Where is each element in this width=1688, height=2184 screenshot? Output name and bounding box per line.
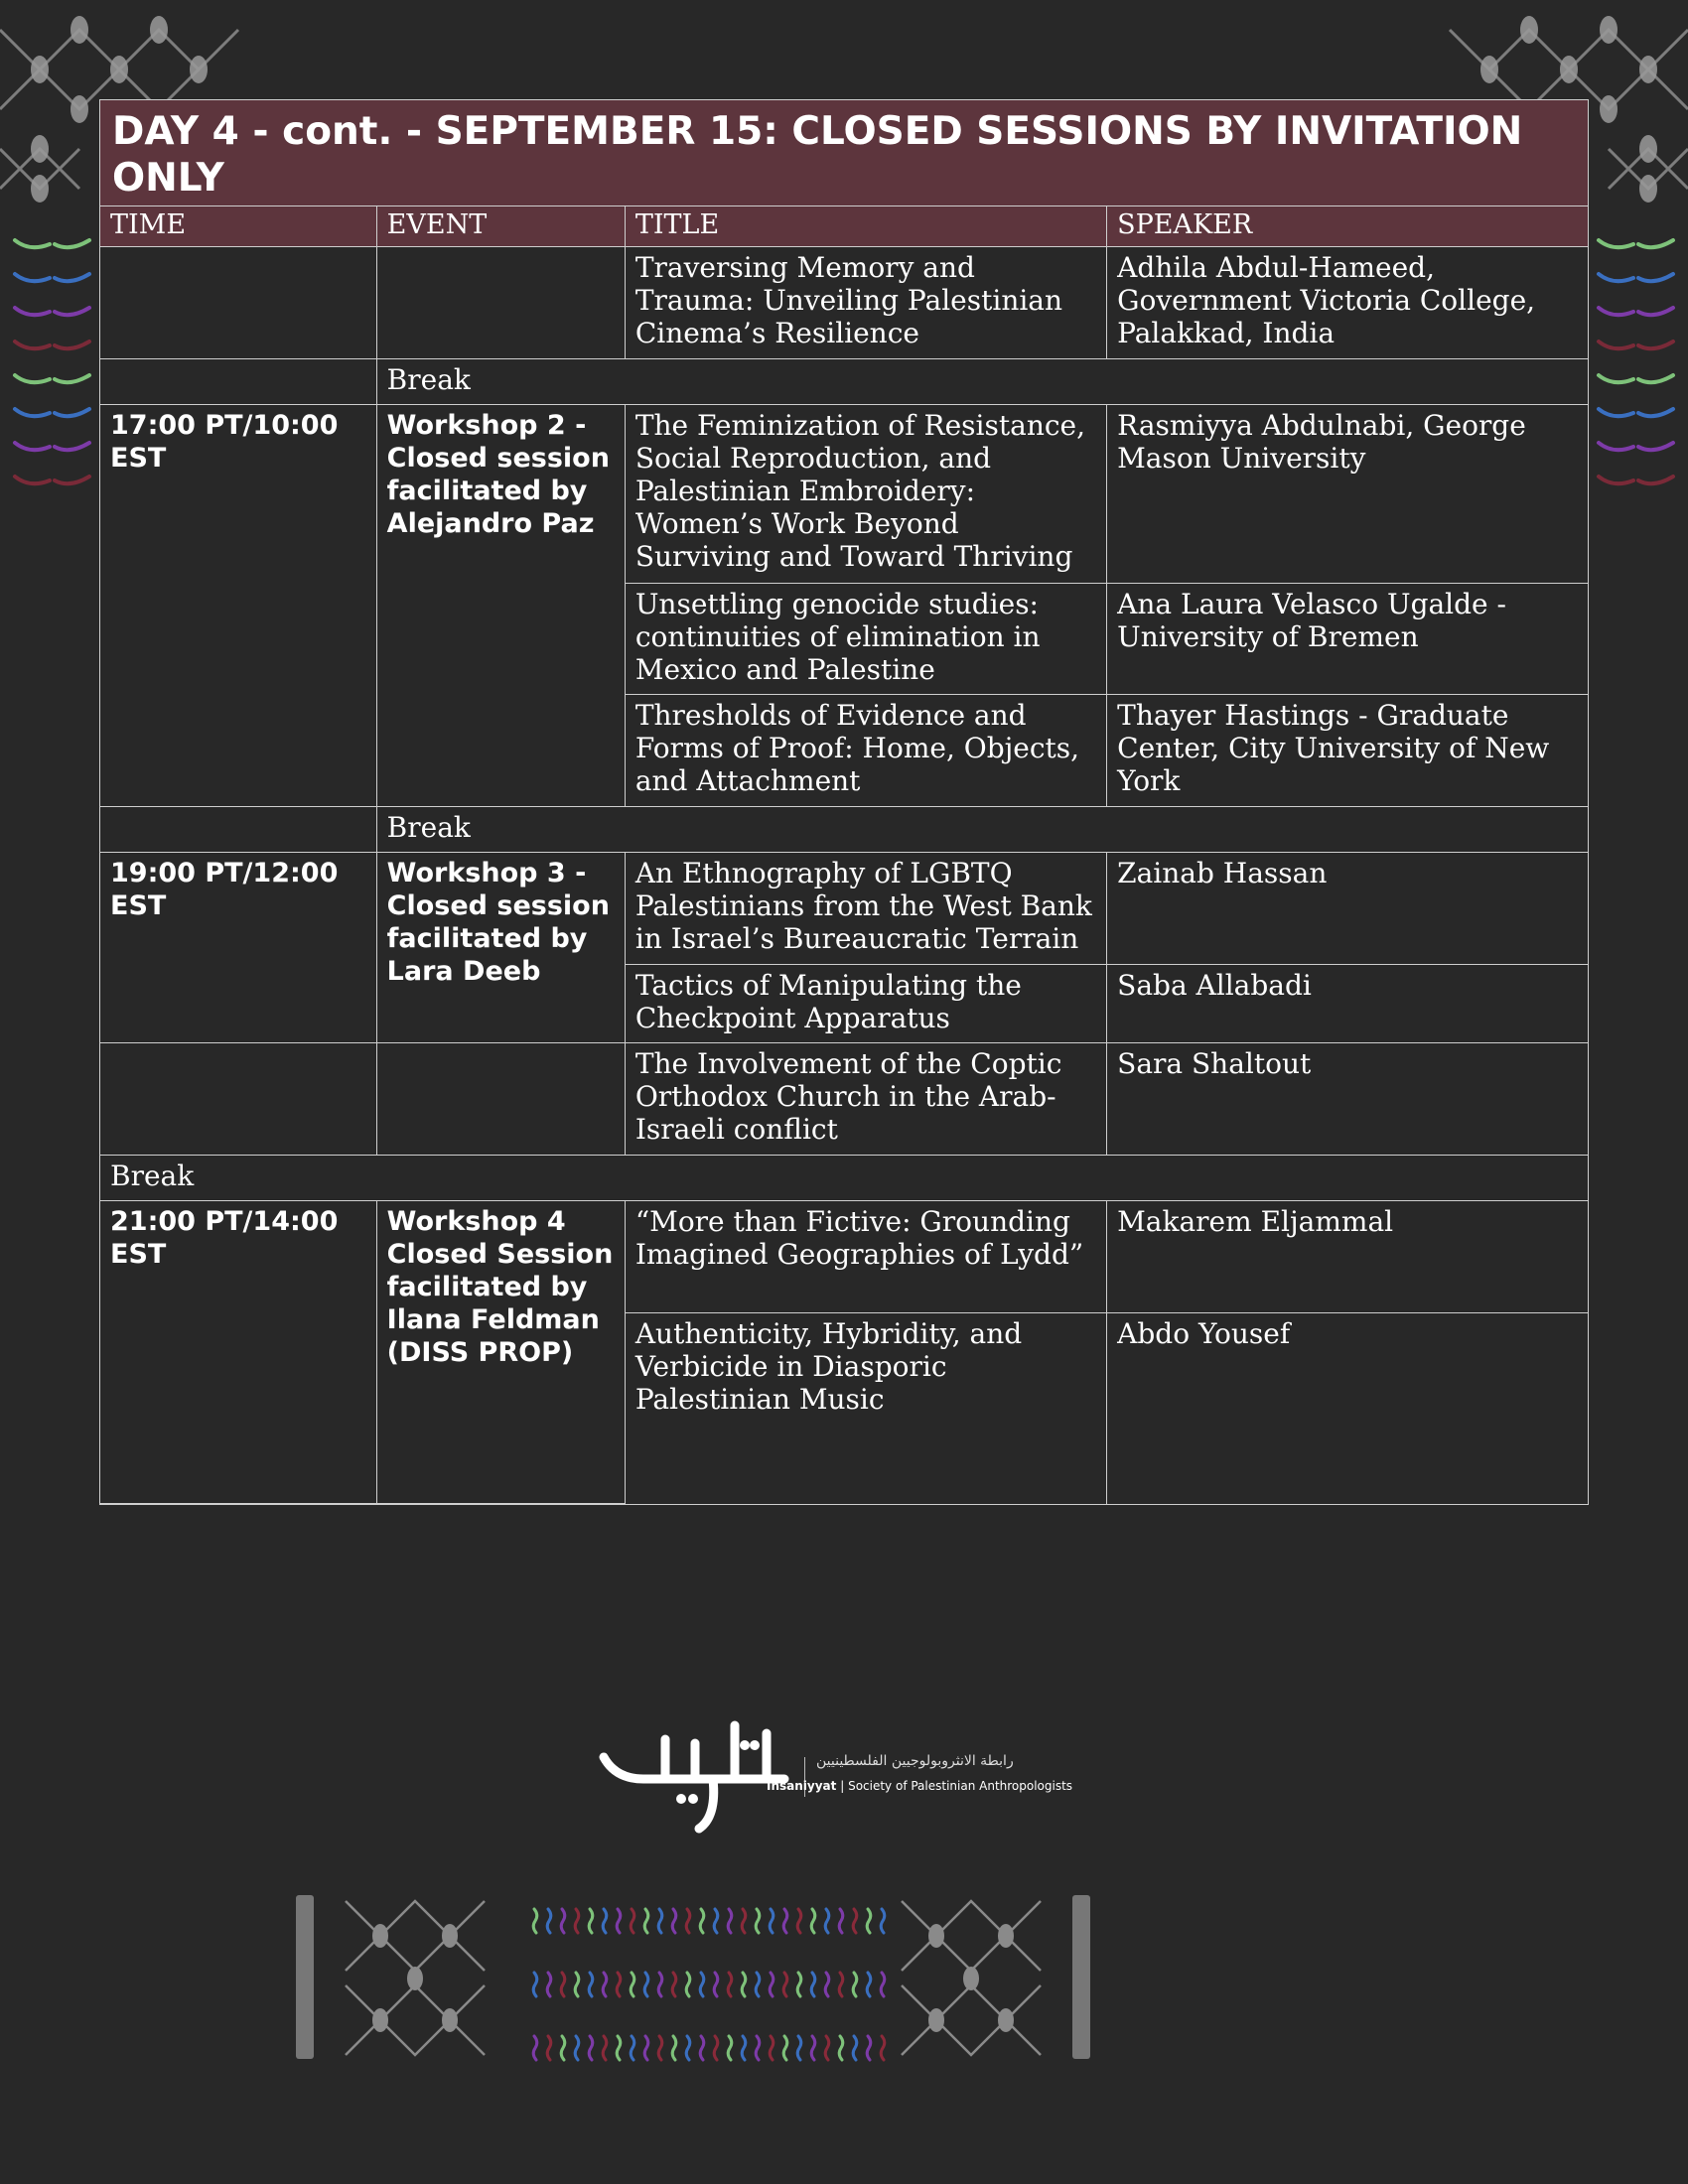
stitch-mark [575, 1909, 579, 1933]
break-row [100, 1156, 1588, 1201]
stitch-mark [658, 1909, 662, 1933]
stitch-mark [686, 1973, 690, 1996]
stitch-mark [783, 1973, 787, 1996]
stitch-mark [686, 1909, 690, 1933]
break-row [100, 359, 1588, 405]
stitch-mark [561, 1909, 565, 1933]
column-header-speaker: SPEAKER [1107, 206, 1588, 247]
stitch-mark [742, 1909, 746, 1933]
stitch-mark [770, 2036, 774, 2060]
speaker-cell: Saba Allabadi [1107, 965, 1588, 1043]
stitch-mark [825, 1973, 829, 1996]
column-header-event: EVENT [376, 206, 625, 247]
time-cell: 17:00 PT/10:00 EST [100, 405, 376, 807]
stitch-mark [825, 2036, 829, 2060]
stitch-mark [756, 1909, 760, 1933]
stitch-mark [756, 1973, 760, 1996]
break-label: Break [376, 359, 1588, 405]
logo-text [767, 1779, 1072, 1793]
speaker-cell: Adhila Abdul-Hameed, Government Victoria College, Palakkad, India [1107, 247, 1588, 359]
stitch-mark [853, 1973, 857, 1996]
sessions-table [100, 206, 1588, 1504]
table-row [100, 1043, 1588, 1156]
logo-separator: | [840, 1779, 849, 1793]
stitch-mark [700, 1973, 704, 1996]
insaniyyat-logo [596, 1717, 1152, 1837]
arabic-calligraphy-mark [596, 1717, 804, 1837]
speaker-cell: Makarem Eljammal [1107, 1201, 1588, 1313]
stitch-mark [770, 1973, 774, 1996]
stitch-pattern-left [10, 228, 94, 496]
stitch-mark [839, 1973, 843, 1996]
time-cell: 21:00 PT/14:00 EST [100, 1201, 376, 1504]
stitch-mark [589, 2036, 593, 2060]
stitch-mark [853, 2036, 857, 2060]
title-cell: Unsettling genocide studies: continuities of elimination in Mexico and Palestine [625, 584, 1106, 695]
stitch-mark [631, 1973, 634, 1996]
stitch-mark [561, 1973, 565, 1996]
stitch-mark [700, 1909, 704, 1933]
stitch-mark [589, 1909, 593, 1933]
stitch-mark [533, 1973, 537, 1996]
stitch-mark [547, 1909, 551, 1933]
stitch-mark [742, 2036, 746, 2060]
stitch-mark [700, 2036, 704, 2060]
stitch-mark [797, 2036, 801, 2060]
stitch-mark [714, 2036, 718, 2060]
event-cell [376, 247, 625, 359]
table-row [100, 853, 1588, 965]
stitch-mark [756, 2036, 760, 2060]
stitch-mark [811, 2036, 815, 2060]
schedule-table [99, 99, 1589, 1505]
stitch-mark [672, 2036, 676, 2060]
title-cell: Thresholds of Evidence and Forms of Proof: Home, Objects, and Attachment [625, 695, 1106, 807]
stitch-mark [728, 1909, 732, 1933]
logo-tagline: Society of Palestinian Anthropologists [848, 1779, 1073, 1793]
stitch-mark [811, 1909, 815, 1933]
stitch-mark [714, 1909, 718, 1933]
stitch-mark [714, 1973, 718, 1996]
title-cell: An Ethnography of LGBTQ Palestinians from the West Bank in Israel’s Bureaucratic Terrain [625, 853, 1106, 965]
speaker-cell: Sara Shaltout [1107, 1043, 1588, 1156]
stitch-mark [644, 2036, 648, 2060]
stitch-mark [672, 1909, 676, 1933]
stitch-mark [672, 1973, 676, 1996]
stitch-mark [881, 1909, 885, 1933]
stitch-mark [575, 1973, 579, 1996]
stitch-mark [867, 2036, 871, 2060]
time-cell [100, 247, 376, 359]
stitch-mark [839, 2036, 843, 2060]
stitch-mark [797, 1973, 801, 1996]
time-cell [100, 1043, 376, 1156]
stitch-mark [783, 2036, 787, 2060]
stitch-mark [867, 1973, 871, 1996]
speaker-cell: Thayer Hastings - Graduate Center, City University of New York [1107, 695, 1588, 807]
stitch-mark [742, 1973, 746, 1996]
event-cell: Workshop 2 - Closed session facilitated by Alejandro Paz [376, 405, 625, 807]
stitch-mark [617, 1909, 621, 1933]
title-cell: Tactics of Manipulating the Checkpoint Apparatus [625, 965, 1106, 1043]
logo-name: Insaniyyat [767, 1779, 837, 1793]
stitch-mark [644, 1909, 648, 1933]
table-row [100, 1201, 1588, 1313]
page-title: DAY 4 - cont. - SEPTEMBER 15: CLOSED SESSIONS BY INVITATION ONLY [100, 100, 1588, 206]
speaker-cell: Ana Laura Velasco Ugalde - University of Bremen [1107, 584, 1588, 695]
stitch-mark [825, 1909, 829, 1933]
stitch-mark [603, 1973, 607, 1996]
speaker-cell: Rasmiyya Abdulnabi, George Mason University [1107, 405, 1588, 584]
break-label: Break [100, 1156, 1588, 1201]
break-row [100, 807, 1588, 853]
stitch-mark [631, 2036, 634, 2060]
stitch-mark [853, 1909, 857, 1933]
stitch-mark [770, 1909, 774, 1933]
stitch-mark [589, 1973, 593, 1996]
column-header-time: TIME [100, 206, 376, 247]
stitch-mark [658, 1973, 662, 1996]
stitch-mark [797, 1909, 801, 1933]
title-cell: Traversing Memory and Trauma: Unveiling Palestinian Cinema’s Resilience [625, 247, 1106, 359]
event-cell [376, 1043, 625, 1156]
stitch-mark [658, 2036, 662, 2060]
title-cell: The Feminization of Resistance, Social Reproduction, and Palestinian Embroidery: Women’s Work Beyond Surviving and Toward Thriving [625, 405, 1106, 584]
stitch-mark [644, 1973, 648, 1996]
stitch-mark [631, 1909, 634, 1933]
stitch-pattern-right [1594, 228, 1678, 496]
table-row [100, 405, 1588, 584]
time-cell: 19:00 PT/12:00 EST [100, 853, 376, 1043]
column-header-row [100, 206, 1588, 247]
break-label: Break [376, 807, 1588, 853]
speaker-cell: Zainab Hassan [1107, 853, 1588, 965]
event-cell: Workshop 3 - Closed session facilitated by Lara Deeb [376, 853, 625, 1043]
stitch-mark [881, 1973, 885, 1996]
stitch-mark [603, 1909, 607, 1933]
title-cell: “More than Fictive: Grounding Imagined Geographies of Lydd” [625, 1201, 1106, 1313]
stitch-mark [686, 2036, 690, 2060]
stitch-mark [839, 1909, 843, 1933]
column-header-title: TITLE [625, 206, 1106, 247]
stitch-mark [561, 2036, 565, 2060]
stitch-mark [728, 2036, 732, 2060]
stitch-mark [533, 1909, 537, 1933]
stitch-mark [603, 2036, 607, 2060]
embroidery-band [296, 1891, 1090, 2065]
stitch-mark [867, 1909, 871, 1933]
stitch-mark [617, 1973, 621, 1996]
title-cell: Authenticity, Hybridity, and Verbicide in Diasporic Palestinian Music [625, 1313, 1106, 1504]
stitch-mark [533, 2036, 537, 2060]
stitch-mark [783, 1909, 787, 1933]
event-cell: Workshop 4 Closed Session facilitated by Ilana Feldman (DISS PROP) [376, 1201, 625, 1504]
stitch-mark [547, 1973, 551, 1996]
stitch-mark [811, 1973, 815, 1996]
stitch-mark [728, 1973, 732, 1996]
stitch-mark [617, 2036, 621, 2060]
stitch-mark [575, 2036, 579, 2060]
title-cell: The Involvement of the Coptic Orthodox Church in the Arab-Israeli conflict [625, 1043, 1106, 1156]
stitch-mark [547, 2036, 551, 2060]
speaker-cell: Abdo Yousef [1107, 1313, 1588, 1504]
stitch-mark [881, 2036, 885, 2060]
table-row [100, 247, 1588, 359]
logo-arabic-title: رابطة الانثروبولوجيين الفلسطينيين [816, 1753, 1014, 1769]
